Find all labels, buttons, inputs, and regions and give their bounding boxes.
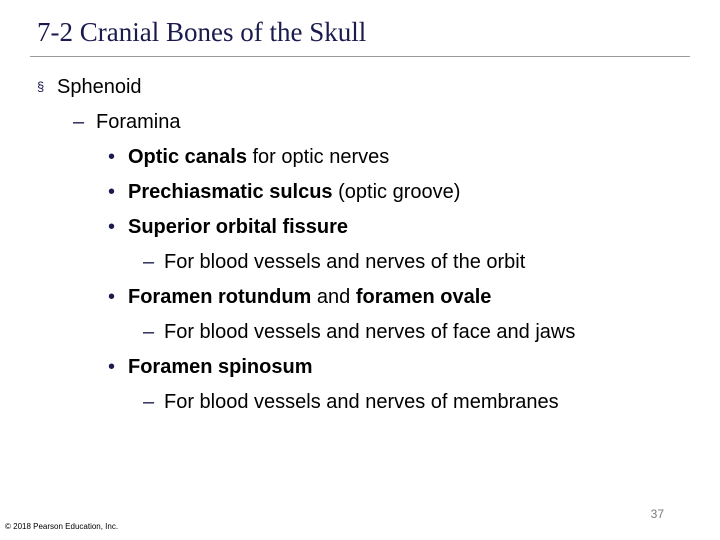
dash-bullet-icon: –: [143, 251, 155, 273]
bullet-optic-canals: [108, 145, 389, 169]
sub-bullet-orbit: [143, 250, 525, 274]
bullet-term: Superior orbital fissure: [128, 216, 349, 238]
dot-bullet-icon: •: [108, 216, 116, 238]
sub-bullet-membranes: [143, 390, 559, 414]
bullet-text: (optic groove): [332, 181, 461, 203]
sub-bullet-face-jaws: [143, 320, 575, 344]
bullet-text: For blood vessels and nerves of face and jaws: [164, 321, 576, 343]
bullet-text: for optic nerves: [246, 146, 390, 168]
dash-bullet-icon: –: [143, 321, 155, 343]
bullet-text: Sphenoid: [57, 76, 142, 98]
bullet-text: and: [311, 286, 356, 308]
bullet-sphenoid: [37, 75, 142, 99]
bullet-term: Prechiasmatic sulcus: [128, 181, 333, 203]
page-number: 37: [650, 507, 664, 521]
copyright-notice: © 2018 Pearson Education, Inc.: [5, 522, 119, 531]
bullet-text: Foramina: [96, 111, 181, 133]
dot-bullet-icon: •: [108, 286, 116, 308]
square-bullet-icon: §: [37, 79, 45, 94]
dot-bullet-icon: •: [108, 356, 116, 378]
bullet-term: foramen ovale: [355, 286, 492, 308]
dot-bullet-icon: •: [108, 146, 116, 168]
bullet-superior-orbital-fissure: [108, 215, 348, 239]
bullet-foramen-spinosum: [108, 355, 312, 379]
bullet-foramina: [73, 110, 180, 134]
bullet-term: Foramen rotundum: [128, 286, 312, 308]
bullet-text: For blood vessels and nerves of the orbit: [164, 251, 526, 273]
title-divider: [30, 56, 690, 57]
dash-bullet-icon: –: [73, 111, 85, 133]
bullet-foramen-rotundum-ovale: [108, 285, 491, 309]
bullet-prechiasmatic-sulcus: [108, 180, 460, 204]
dot-bullet-icon: •: [108, 181, 116, 203]
bullet-term: Foramen spinosum: [128, 356, 313, 378]
bullet-term: Optic canals: [128, 146, 247, 168]
bullet-text: For blood vessels and nerves of membranes: [164, 391, 559, 413]
dash-bullet-icon: –: [143, 391, 155, 413]
slide-title: 7-2 Cranial Bones of the Skull: [37, 17, 367, 47]
